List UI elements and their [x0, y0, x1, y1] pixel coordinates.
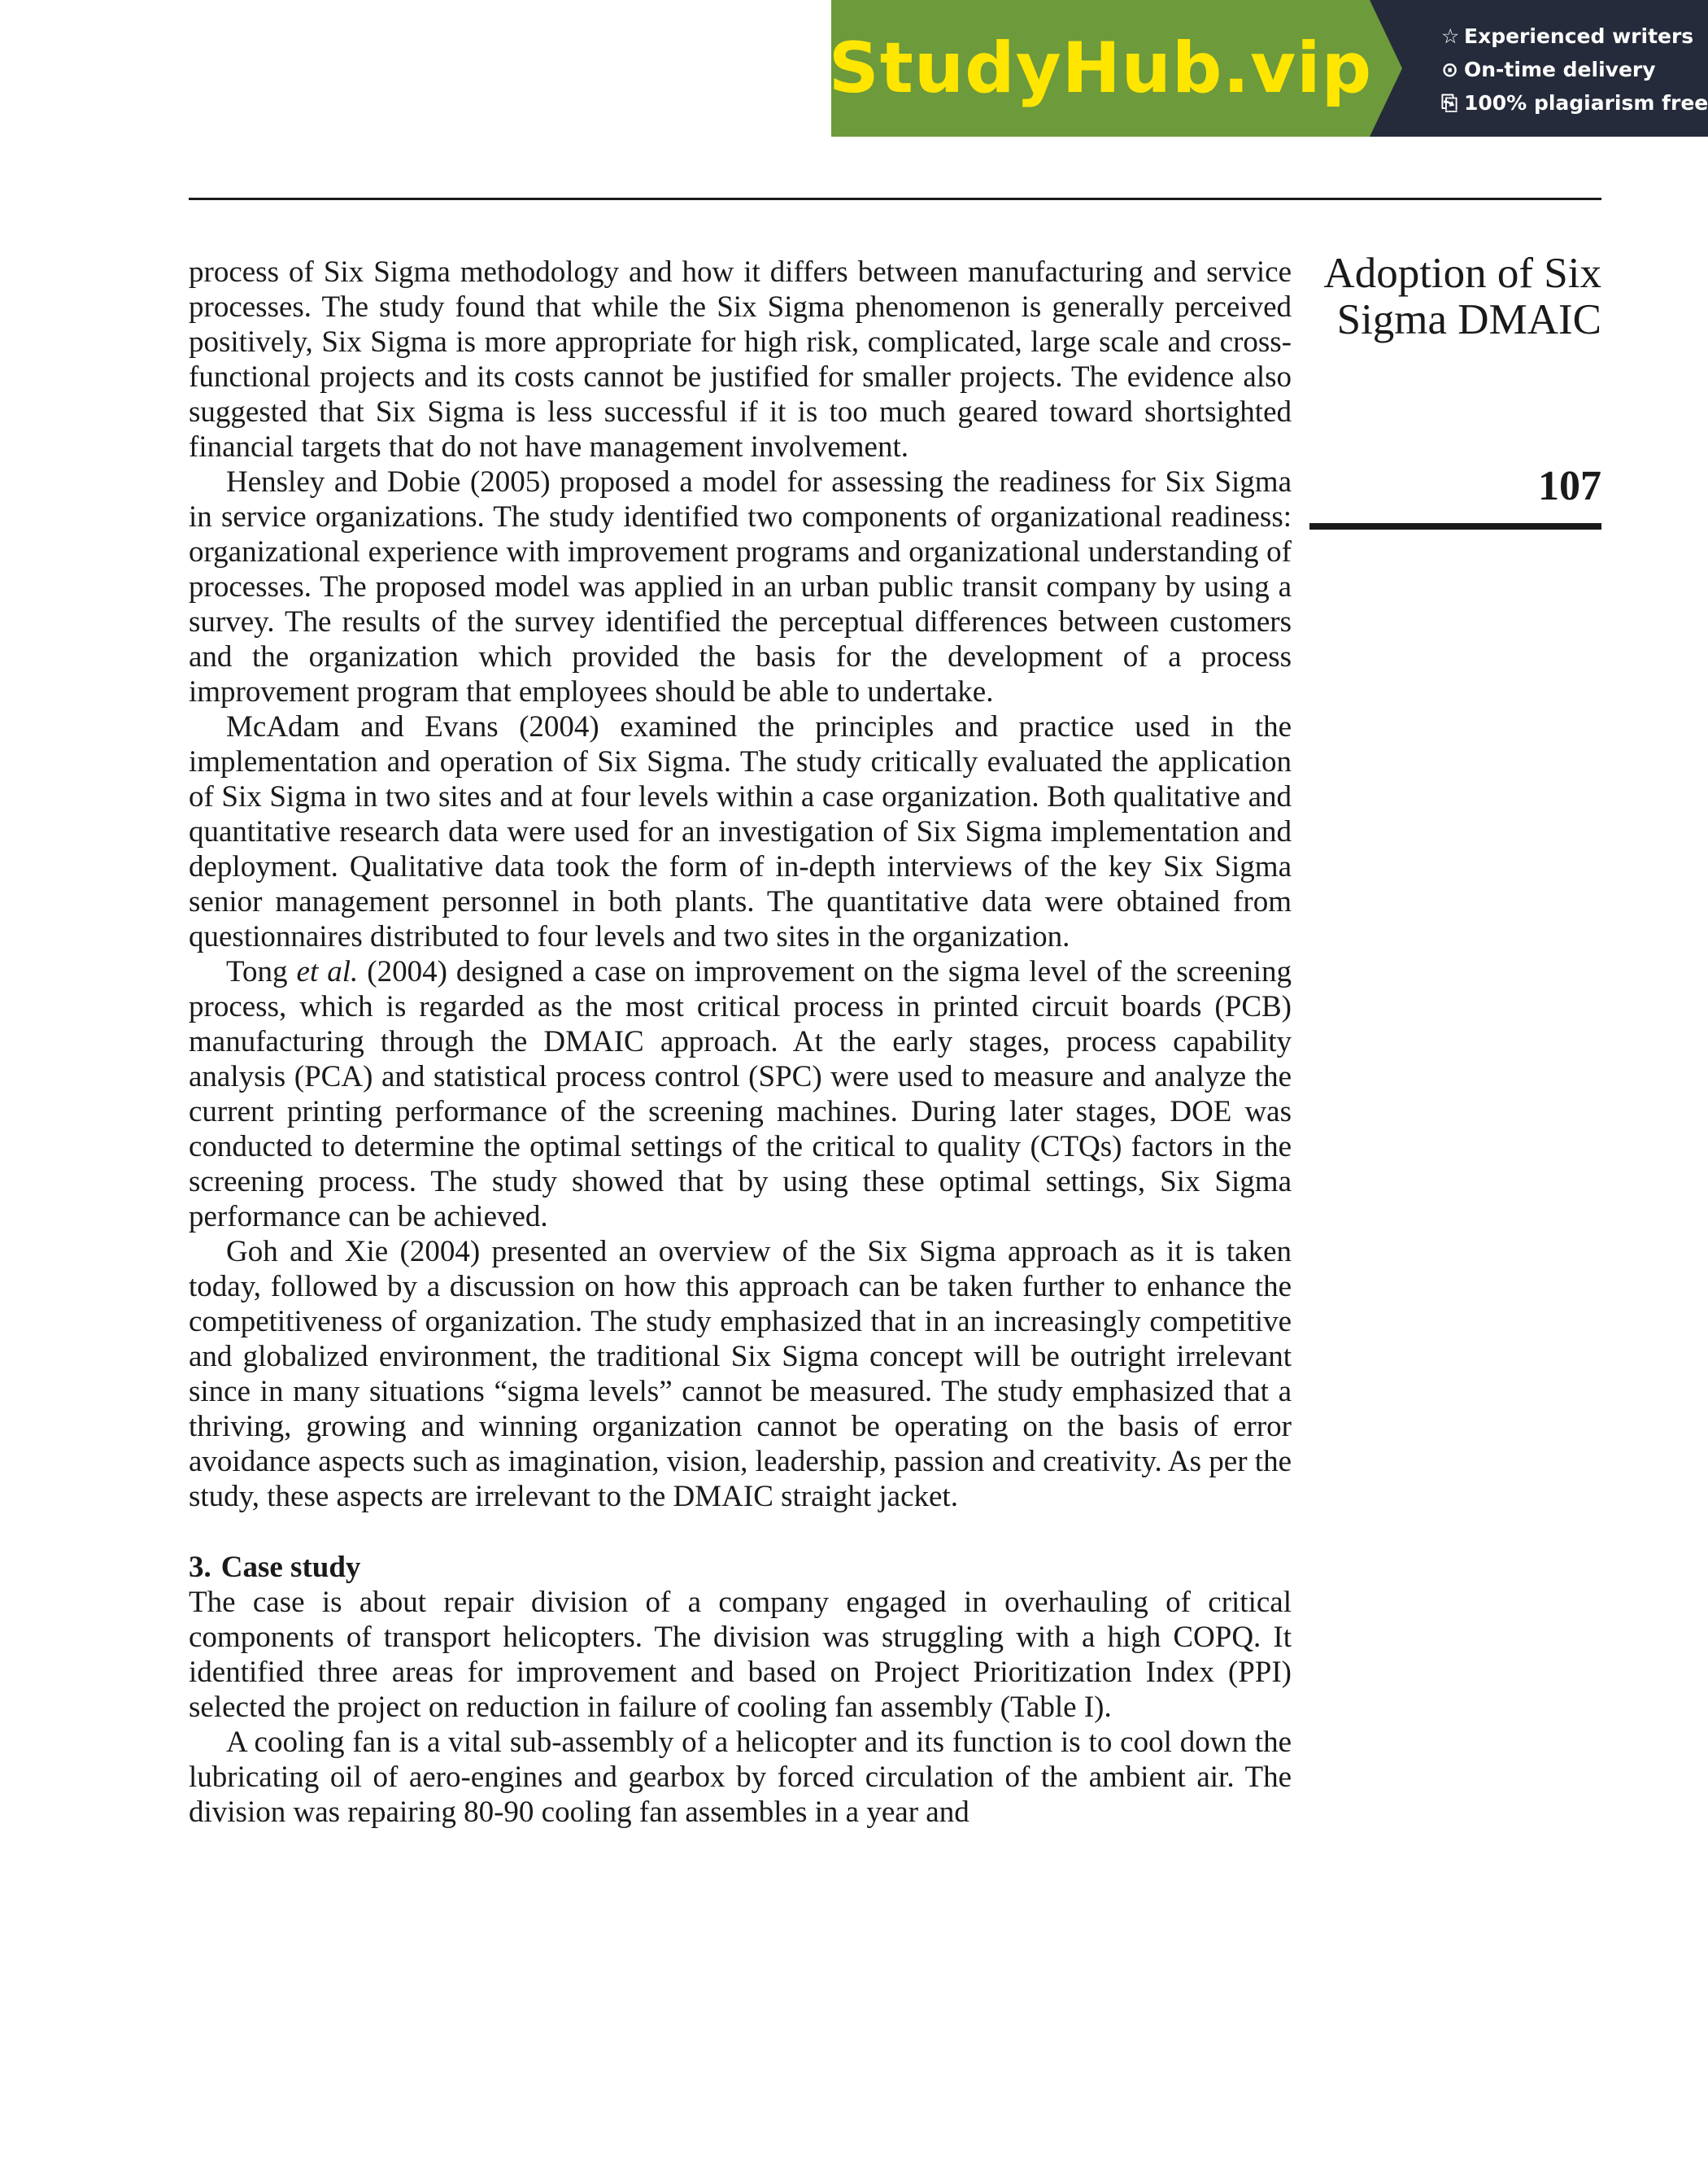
- paragraph-text: Tong: [226, 955, 297, 988]
- running-title-line: Adoption of Six: [1323, 250, 1601, 297]
- feature-text: On-time delivery: [1464, 58, 1656, 81]
- clock-icon: ⊙: [1441, 58, 1458, 81]
- section-number: 3.: [189, 1551, 211, 1584]
- section-heading: [189, 1550, 1292, 1585]
- brand-logo[interactable]: [828, 0, 1373, 137]
- banner-features: [1370, 0, 1708, 137]
- citation-etal: et al.: [296, 955, 359, 988]
- ad-banner[interactable]: [828, 0, 1708, 137]
- page-number-rule: [1309, 523, 1601, 530]
- paragraph: process of Six Sigma methodology and how it differs between manufacturing and service processes. The study found that while the Six Sigma phenomenon is generally perceived positively, Six Sigma is more appropriate for high risk, complicated, large scale and cross-functional projects and its costs cannot be justified for smaller projects. The evidence also suggested that Six Sigma is less successful if it is too much geared toward shortsighted financial targets that do not have management involvement.: [189, 255, 1292, 464]
- body-text: [189, 255, 1292, 1830]
- paragraph: McAdam and Evans (2004) examined the principles and practice used in the implementation and operation of Six Sigma. The study critically evaluated the application of Six Sigma in two sites and at four levels within a case organization. Both qualitative and quantitative research data were used for an investigation of Six Sigma implementation and deployment. Qualitative data took the form of in-depth interviews of the key Six Sigma senior management personnel in both plants. The quantitative data were obtained from questionnaires distributed to four levels and two sites in the organization.: [189, 710, 1292, 953]
- feature-text: 100% plagiarism free: [1464, 91, 1708, 115]
- header-rule: [189, 198, 1601, 200]
- page-number: 107: [1538, 463, 1601, 509]
- paragraph: [189, 954, 1292, 1234]
- paragraph: Hensley and Dobie (2005) proposed a model for assessing the readiness for Six Sigma in service organizations. The study identified two components of organizational readiness: organizational experience with improvement programs and organizational understanding of processes. The proposed model was applied in an urban public transit company by using a survey. The results of the survey identified the perceptual differences between customers and the organization which provided the basis for the development of a process improvement program that employees should be able to undertake.: [189, 465, 1292, 709]
- brand-name: StudyHub.vip: [828, 28, 1373, 109]
- paragraph: Goh and Xie (2004) presented an overview of the Six Sigma approach as it is taken today, followed by a discussion on how this approach can be taken further to enhance the competitiveness of organization. The study emphasized that in an increasingly competitive and globalized environment, the traditional Six Sigma concept will be outright irrelevant since in many situations “sigma levels” cannot be measured. The study emphasized that a thriving, growing and winning organization cannot be operating on the basis of error avoidance aspects such as imagination, vision, leadership, passion and creativity. As per the study, these aspects are irrelevant to the DMAIC straight jacket.: [189, 1235, 1292, 1513]
- paragraph: A cooling fan is a vital sub-assembly of a helicopter and its function is to cool down the lubricating oil of aero-engines and gearbox by forced circulation of the ambient air. The division was repairing 80-90 cooling fan assembles in a year and: [189, 1726, 1292, 1829]
- copy-icon: ⎘: [1441, 91, 1458, 115]
- feature-on-time-delivery: [1441, 53, 1708, 86]
- section-title: Case study: [220, 1551, 361, 1584]
- star-icon: ☆: [1441, 24, 1460, 48]
- feature-plagiarism-free: [1441, 86, 1708, 120]
- paragraph-text: (2004) designed a case on improvement on the sigma level of the screening process, which is regarded as the most critical process in printed circuit boards (PCB) manufacturing through the DMAIC approach. At the early stages, process capability analysis (PCA) and statistical process control (SPC) were used to measure and analyze the current printing performance of the screening machines. During later stages, DOE was conducted to determine the optimal settings of the critical to quality (CTQs) factors in the screening process. The study showed that by using these optimal settings, Six Sigma performance can be achieved.: [189, 955, 1292, 1233]
- paragraph: The case is about repair division of a company engaged in overhauling of critical components of transport helicopters. The division was struggling with a high COPQ. It identified three areas for improvement and based on Project Prioritization Index (PPI) selected the project on reduction in failure of cooling fan assembly (Table I).: [189, 1586, 1292, 1724]
- running-title-line: Sigma DMAIC: [1336, 296, 1601, 343]
- feature-text: Experienced writers: [1464, 24, 1694, 48]
- feature-experienced-writers: [1441, 20, 1708, 53]
- running-title: [1309, 251, 1601, 343]
